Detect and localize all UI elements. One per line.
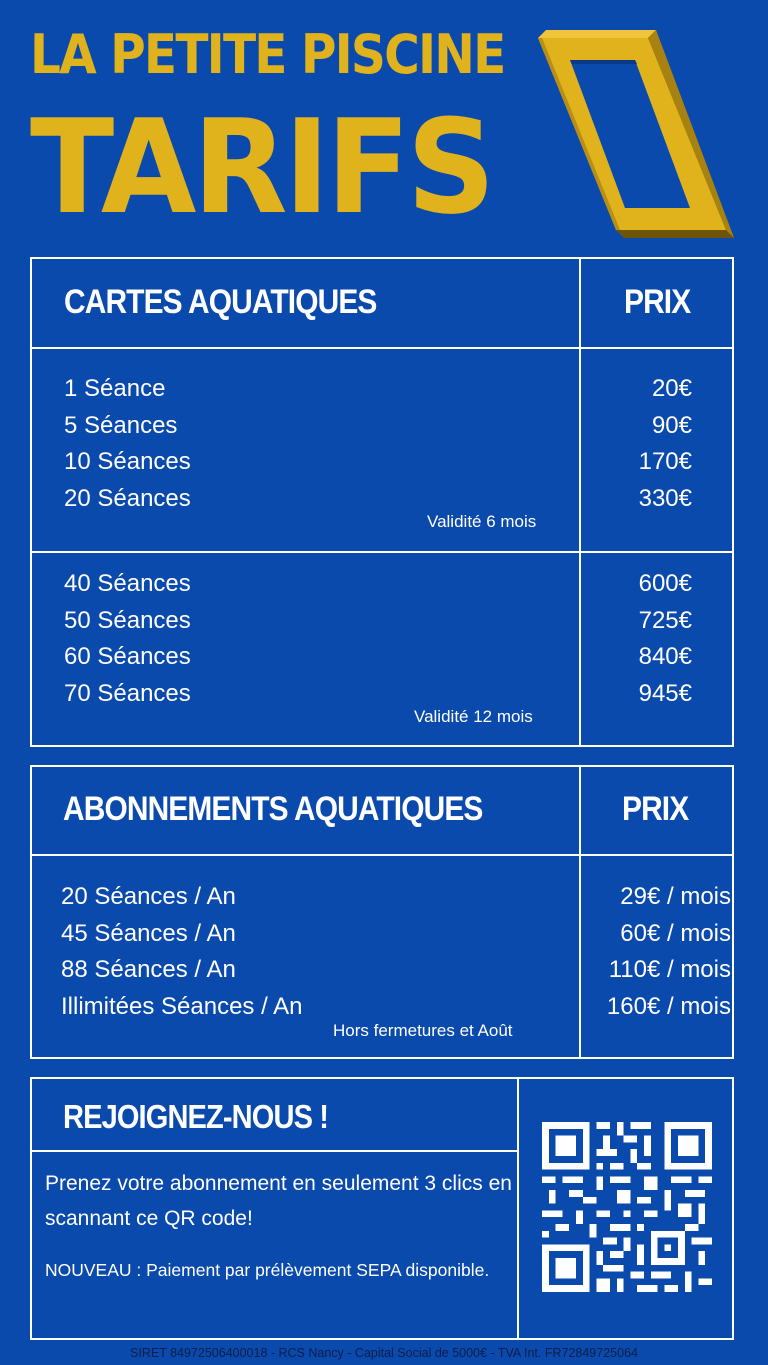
- qr-code-icon[interactable]: [542, 1122, 712, 1292]
- list-item: 45 Séances / An: [61, 919, 236, 947]
- brand-name: LA PETITE PISCINE: [30, 23, 505, 86]
- list-item: 20 Séances / An: [61, 883, 236, 910]
- list-item: 60 Séances: [64, 643, 191, 670]
- divider: [30, 1150, 518, 1152]
- cartes-group1-items: [64, 371, 191, 517]
- cartes-title: CARTES AQUATIQUES: [64, 283, 377, 321]
- page-title: TARIFS: [30, 91, 492, 243]
- price-value: 90€: [651, 411, 692, 439]
- divider: [30, 347, 734, 349]
- abonnements-prices: [580, 879, 731, 1025]
- price-value: 160€ / mois: [606, 992, 731, 1020]
- conditions-note: Hors fermetures et Août: [333, 1021, 513, 1040]
- cartes-group1-prices: [590, 371, 692, 517]
- join-description: Prenez votre abonnement en seulement 3 clics en scannant ce QR code!: [45, 1172, 512, 1230]
- list-item: 20 Séances: [64, 484, 191, 512]
- price-value: 20€: [651, 375, 692, 402]
- price-value: 840€: [638, 643, 692, 670]
- gold-parallelogram-icon: [538, 30, 743, 242]
- divider: [517, 1077, 519, 1340]
- list-item: 70 Séances: [64, 679, 191, 707]
- price-value: 170€: [638, 448, 692, 475]
- list-item: 50 Séances: [64, 606, 191, 634]
- validity-note: Validité 12 mois: [414, 707, 533, 726]
- abonnements-items: [61, 879, 302, 1025]
- cartes-price-header: PRIX: [624, 283, 691, 321]
- sepa-notice: NOUVEAU : Paiement par prélèvement SEPA disponible.: [45, 1260, 490, 1280]
- list-item: Illimitées Séances / An: [61, 992, 303, 1020]
- join-title: REJOIGNEZ-NOUS !: [63, 1098, 329, 1135]
- cartes-group2-items: [64, 566, 191, 712]
- price-value: 110€ / mois: [608, 956, 731, 983]
- list-item: 5 Séances: [64, 411, 178, 439]
- price-value: 945€: [638, 679, 692, 707]
- divider: [30, 854, 734, 856]
- list-item: 88 Séances / An: [61, 956, 236, 983]
- price-value: 330€: [638, 484, 692, 512]
- list-item: 40 Séances: [64, 570, 191, 597]
- price-value: 600€: [638, 570, 692, 597]
- divider: [579, 257, 581, 747]
- price-value: 725€: [638, 606, 692, 634]
- price-value: 29€ / mois: [620, 883, 731, 910]
- list-item: 10 Séances: [64, 448, 191, 475]
- validity-note: Validité 6 mois: [427, 512, 537, 531]
- price-value: 60€ / mois: [620, 919, 731, 947]
- abonnements-title: ABONNEMENTS AQUATIQUES: [63, 790, 483, 828]
- divider: [30, 551, 734, 553]
- list-item: 1 Séance: [64, 375, 166, 402]
- abonnements-price-header: PRIX: [622, 790, 689, 828]
- legal-footer: SIRET 84972506400018 - RCS Nancy - Capital Social de 5000€ - TVA Int. FR72849725064: [130, 1346, 638, 1360]
- cartes-group2-prices: [590, 566, 692, 712]
